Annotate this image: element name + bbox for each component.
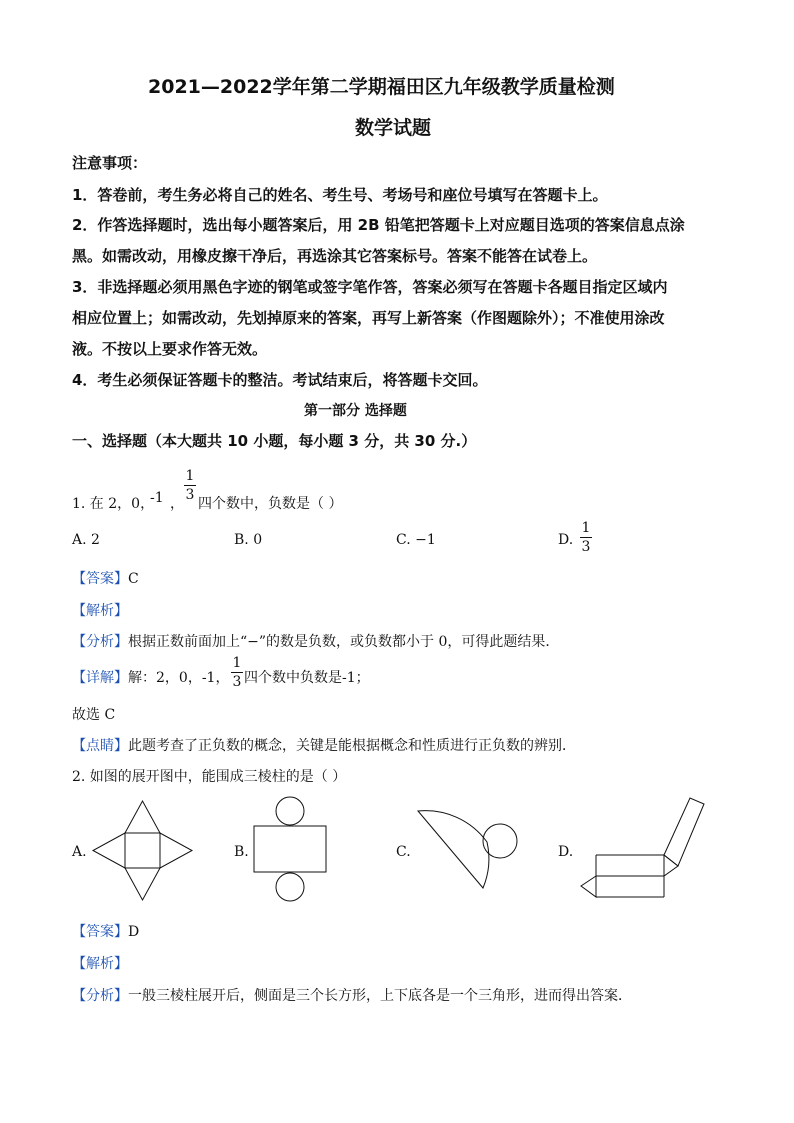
q2-stem: 2. 如图的展开图中，能围成三棱柱的是（ ） [72,769,347,785]
notice-item-2-line-2: 黑。如需改动，用橡皮擦干净后，再选涂其它答案标号。答案不能答在试卷上。 [72,247,598,265]
q1-answer-line [72,568,139,588]
q1-xiangjie-fraction [231,656,243,689]
notice-item-3-line-3: 液。不按以上要求作答无效。 [72,340,268,358]
q1-dianjing-line [72,735,576,755]
dianjing-tag: 【点睛】 [72,738,128,754]
q1-option-b: B. 0 [234,532,263,548]
answer-tag: 【答案】 [72,924,128,940]
notice-item-4: 4．考生必须保证答题卡的整洁。考试结束后，将答题卡交回。 [72,371,488,389]
q1-stem-after: 四个数中，负数是（ ） [198,496,343,512]
part-heading: 第一部分 选择题 [304,403,407,419]
q1-fenxi: 根据正数前面加上“−”的数是负数，或负数都小于 0，可得此题结果． [128,634,560,650]
answer-tag: 【答案】 [72,571,128,587]
analysis-tag: 【解析】 [72,956,128,972]
q2-figure-d [578,796,718,906]
q2-figure-c [413,806,523,896]
q1-option-a: A. 2 [72,532,100,548]
q2-option-b: B. [234,844,249,860]
fraction-bar [580,537,592,538]
q2-fenxi: 一般三棱柱展开后，侧面是三个长方形，上下底各是一个三角形，进而得出答案． [128,988,632,1004]
q1-option-d-label: D. [558,532,574,548]
q1-frac-den: 3 [185,487,195,503]
q1-option-d-fraction [580,521,592,554]
section-heading: 一、选择题（本大题共 10 小题，每小题 3 分，共 30 分.） [72,432,477,450]
page-subtitle: 数学试题 [355,117,432,139]
q2-figure-b [250,796,340,906]
q1-choose: 故选 C [72,707,116,723]
q2-option-a: A. [72,844,87,860]
notice-item-1: 1．答卷前，考生务必将自己的姓名、考生号、考场号和座位号填写在答题卡上。 [72,186,608,204]
q1-xiangjie-line [72,667,229,687]
notice-heading: 注意事项： [72,154,148,172]
q1-dianjing: 此题考查了正负数的概念，关键是能根据概念和性质进行正负数的辨别． [128,738,576,754]
q1-fenxi-line [72,631,559,651]
fraction-bar [231,672,243,673]
q1-answer: C [128,571,139,587]
q1-fraction [184,469,196,502]
q2-answer: D [128,924,140,940]
q2-fenxi-line [72,985,632,1005]
fenxi-tag: 【分析】 [72,988,128,1004]
q2-figure-a [90,796,200,906]
notice-item-3-line-1: 3．非选择题必须用黑色字迹的钢笔或签字笔作答，答案必须写在答题卡各题目指定区域内 [72,278,668,296]
q1-comma: ， [170,496,184,512]
q1-xiangjie-after: 四个数中负数是-1； [244,670,370,686]
notice-item-3-line-2: 相应位置上；如需改动，先划掉原来的答案，再写上新答案（作图题除外）；不准使用涂改 [72,309,665,327]
q1-frac-num: 1 [185,468,195,484]
q2-answer-line [72,921,139,941]
q1-option-c: C. −1 [396,532,436,548]
q2-option-c: C. [396,844,411,860]
fenxi-tag: 【分析】 [72,634,128,650]
q1-option-d-num: 1 [581,520,591,536]
page-title: 2021—2022学年第二学期福田区九年级教学质量检测 [148,76,615,98]
q2-option-d: D. [558,844,574,860]
q1-neg-one: -1 [150,490,164,506]
q1-stem-before: 1. 在 2，0， [72,496,155,512]
notice-item-2-line-1: 2．作答选择题时，选出每小题答案后，用 2B 铅笔把答题卡上对应题目选项的答案信息点涂 [72,216,685,234]
fraction-bar [184,485,196,486]
q1-option-d-den: 3 [581,539,591,555]
q1-xiangjie-before: 解：2，0，-1， [128,670,230,686]
analysis-tag: 【解析】 [72,603,128,619]
q1-xiangjie-num: 1 [232,655,242,671]
xiangjie-tag: 【详解】 [72,670,128,686]
q1-xiangjie-den: 3 [232,674,242,690]
